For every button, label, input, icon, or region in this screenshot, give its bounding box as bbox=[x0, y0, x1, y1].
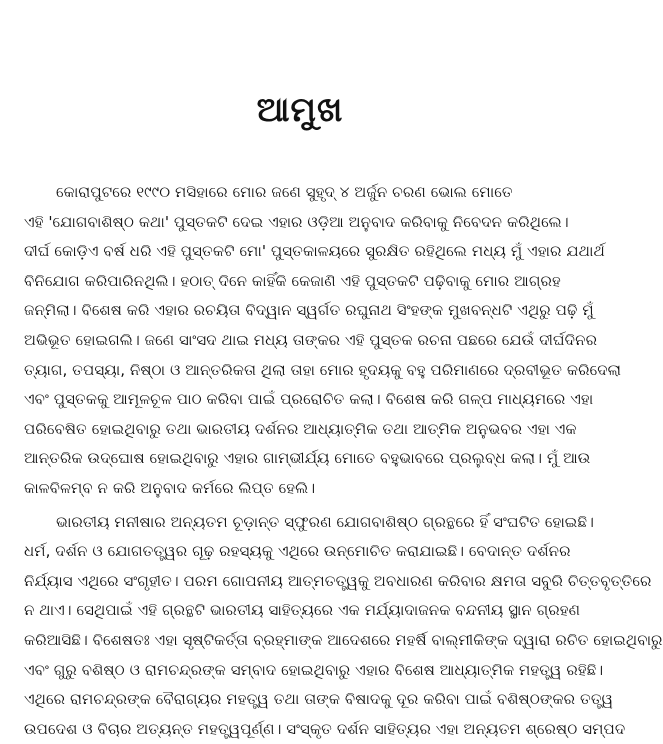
text-line: ନ ଥାଏ। ସେଥିପାଇଁ ଏହି ଗ୍ରନ୍ଥଟି ଭାରତୀୟ ସାହିତ୍ୟରେ ଏକ ମର୍ଯ୍ୟାଦାଜନକ ବନ୍ଦନୀୟ ସ୍ଥାନ ଗ୍ରହଣ bbox=[24, 601, 581, 620]
text-line: ଏବଂ ପୁସ୍ତକକୁ ଆମୂଳଚୂଳ ପାଠ କରିବା ପାଇଁ ପ୍ରରୋଚିତ କଲା। ବିଶେଷ କରି ଗଳ୍ପ ମାଧ୍ୟମରେ ଏହା bbox=[24, 390, 594, 409]
text-line: କୋରାପୁଟରେ ୧୯୯୦ ମସିହାରେ ମୋର ଜଣେ ସୁହୃଦ୍ ୪ ଅର୍ଜୁନ ଚରଣ ଭୋଲ ମୋତେ bbox=[56, 183, 513, 201]
text-line: ଏବଂ ଗୁରୁ ବଶିଷ୍ଠ ଓ ରାମଚନ୍ଦ୍ରଙ୍କ ସମ୍ବାଦ ହୋଇଥିବାରୁ ଏହାର ବିଶେଷ ଆଧ୍ୟାତ୍ମିକ ମହତ୍ତ୍ୱ ରହିଛି। bbox=[24, 660, 604, 679]
text-line: ବିନିଯୋଗ କରିପାରିନଥିଲି। ହଠାତ୍ ଦିନେ କାହିଁକି କେଜାଣି ଏହି ପୁସ୍ତକଟି ପଢ଼ିବାକୁ ମୋର ଆଗ୍ରହ bbox=[24, 271, 561, 290]
text-line: କାଳବିଳମ୍ବ ନ କରି ଅନୁବାଦ କର୍ମରେ ଲିପ୍ତ ହେଲି। bbox=[24, 478, 316, 497]
page-title: ଆମୁଖ bbox=[256, 90, 344, 130]
text-line: ତ୍ୟାଗ, ତପସ୍ୟା, ନିଷ୍ଠା ଓ ଆନ୍ତରିକତା ଥିଲା ତାହା ମୋର ହୃଦୟକୁ ବହୁ ପରିମାଣରେ ଦ୍ରବୀଭୂତ କରିଦେଲା bbox=[24, 360, 622, 379]
text-line: ଦୀର୍ଘ କୋଡ଼ିଏ ବର୍ଷ ଧରି ଏହି ପୁସ୍ତକଟି ମୋ' ପୁସ୍ତକାଳୟରେ ସୁରକ୍ଷିତ ରହିଥିଲେ ମଧ୍ୟ ମୁଁ ଏହାର ଯଥାର୍ଥ bbox=[24, 242, 605, 261]
text-line: ଭାରତୀୟ ମନୀଷାର ଅନ୍ୟତମ ଚୂଡ଼ାନ୍ତ ସ୍ଫୁରଣ ଯୋଗବାଶିଷ୍ଠ ଗ୍ରନ୍ଥରେ ହିଁ ସଂଘଟିତ ହୋଇଛି। bbox=[56, 512, 594, 531]
text-line: କରିଆସିଛି। ବିଶେଷତଃ ଏହା ସୃଷ୍ଟିକର୍ତ୍ତା ବ୍ରହ୍ମାଙ୍କ ଆଦେଶରେ ମହର୍ଷି ବାଲ୍ମୀକିଙ୍କ ଦ୍ୱାରା ରଚିତ ହୋଇଥିବାରୁ bbox=[24, 630, 663, 649]
text-line: ଅଭିଭୂତ ହୋଇଗଲି। ଜଣେ ସାଂସଦ ଥାଇ ମଧ୍ୟ ତାଙ୍କର ଏହି ପୁସ୍ତକ ରଚନା ପଛରେ ଯେଉଁ ଦୀର୍ଘଦିନର bbox=[24, 330, 598, 349]
text-line: ଉପଦେଶ ଓ ବିଚାର ଅତ୍ୟନ୍ତ ମହତ୍ତ୍ୱପୂର୍ଣ୍ଣ। ସଂସ୍କୃତ ଦର୍ଶନ ସାହିତ୍ୟର ଏହା ଅନ୍ୟତମ ଶ୍ରେଷ୍ଠ ସମ୍ପଦ bbox=[24, 719, 626, 738]
paragraph-2 bbox=[24, 508, 663, 744]
text-line: ଧର୍ମ, ଦର୍ଶନ ଓ ଯୋଗତତ୍ତ୍ୱର ଗୂଢ଼ ରହସ୍ୟକୁ ଏଥିରେ ଉନ୍ମୋଚିତ କରାଯାଇଛି। ବେଦାନ୍ତ ଦର୍ଶନର bbox=[24, 542, 571, 561]
text-line: ଜନ୍ମିଲା। ବିଶେଷ କରି ଏହାର ରଚୟିତା ବିଦ୍ୱାନ ସ୍ୱର୍ଗତ ରଘୁନାଥ ସିଂହଙ୍କ ମୁଖବନ୍ଧଟି ଏଥିରୁ ପଢ଼ି ମୁଁ bbox=[24, 301, 594, 320]
paragraph-1 bbox=[24, 178, 622, 504]
text-line: ଆନ୍ତରିକ ଉଦ୍‌ଘୋଷ ହୋଇଥିବାରୁ ଏହାର ଗାମ୍ଭୀର୍ଯ୍ୟ ମୋତେ ବହୁଭାବରେ ପ୍ରଲୁବ୍ଧ କଲା। ମୁଁ ଆଉ bbox=[24, 449, 591, 468]
text-line: ପରିବେଷିତ ହୋଇଥିବାରୁ ତଥା ଭାରତୀୟ ଦର୍ଶନର ଆଧ୍ୟାତ୍ମିକ ତଥା ଆତ୍ମିକ ଅନୁଭବର ଏହା ଏକ bbox=[24, 419, 577, 438]
text-line: ଏଥିରେ ରାମଚନ୍ଦ୍ରଙ୍କ ବୈରାଗ୍ୟର ମହତ୍ତ୍ୱ ତଥା ତାଙ୍କ ବିଷାଦକୁ ଦୂର କରିବା ପାଇଁ ବଶିଷ୍ଠଙ୍କର ତତ୍ତ୍ୱ bbox=[24, 690, 614, 709]
body-text bbox=[24, 178, 663, 744]
text-line: ନିର୍ଯ୍ୟାସ ଏଥିରେ ସଂଗୃହୀତ। ପରମ ଗୋପନୀୟ ଆତ୍ମତତ୍ତ୍ୱକୁ ଅବଧାରଣ କରିବାର କ୍ଷମତା ସବୁରି ଚିତ୍ତବୃତ୍ତିରେ bbox=[24, 571, 652, 590]
text-line: ଏହି 'ଯୋଗବାଶିଷ୍ଠ କଥା' ପୁସ୍ତକଟି ଦେଇ ଏହାର ଓଡ଼ିଆ ଅନୁବାଦ କରିବାକୁ ନିବେଦନ କରିଥିଲେ। bbox=[24, 212, 569, 231]
